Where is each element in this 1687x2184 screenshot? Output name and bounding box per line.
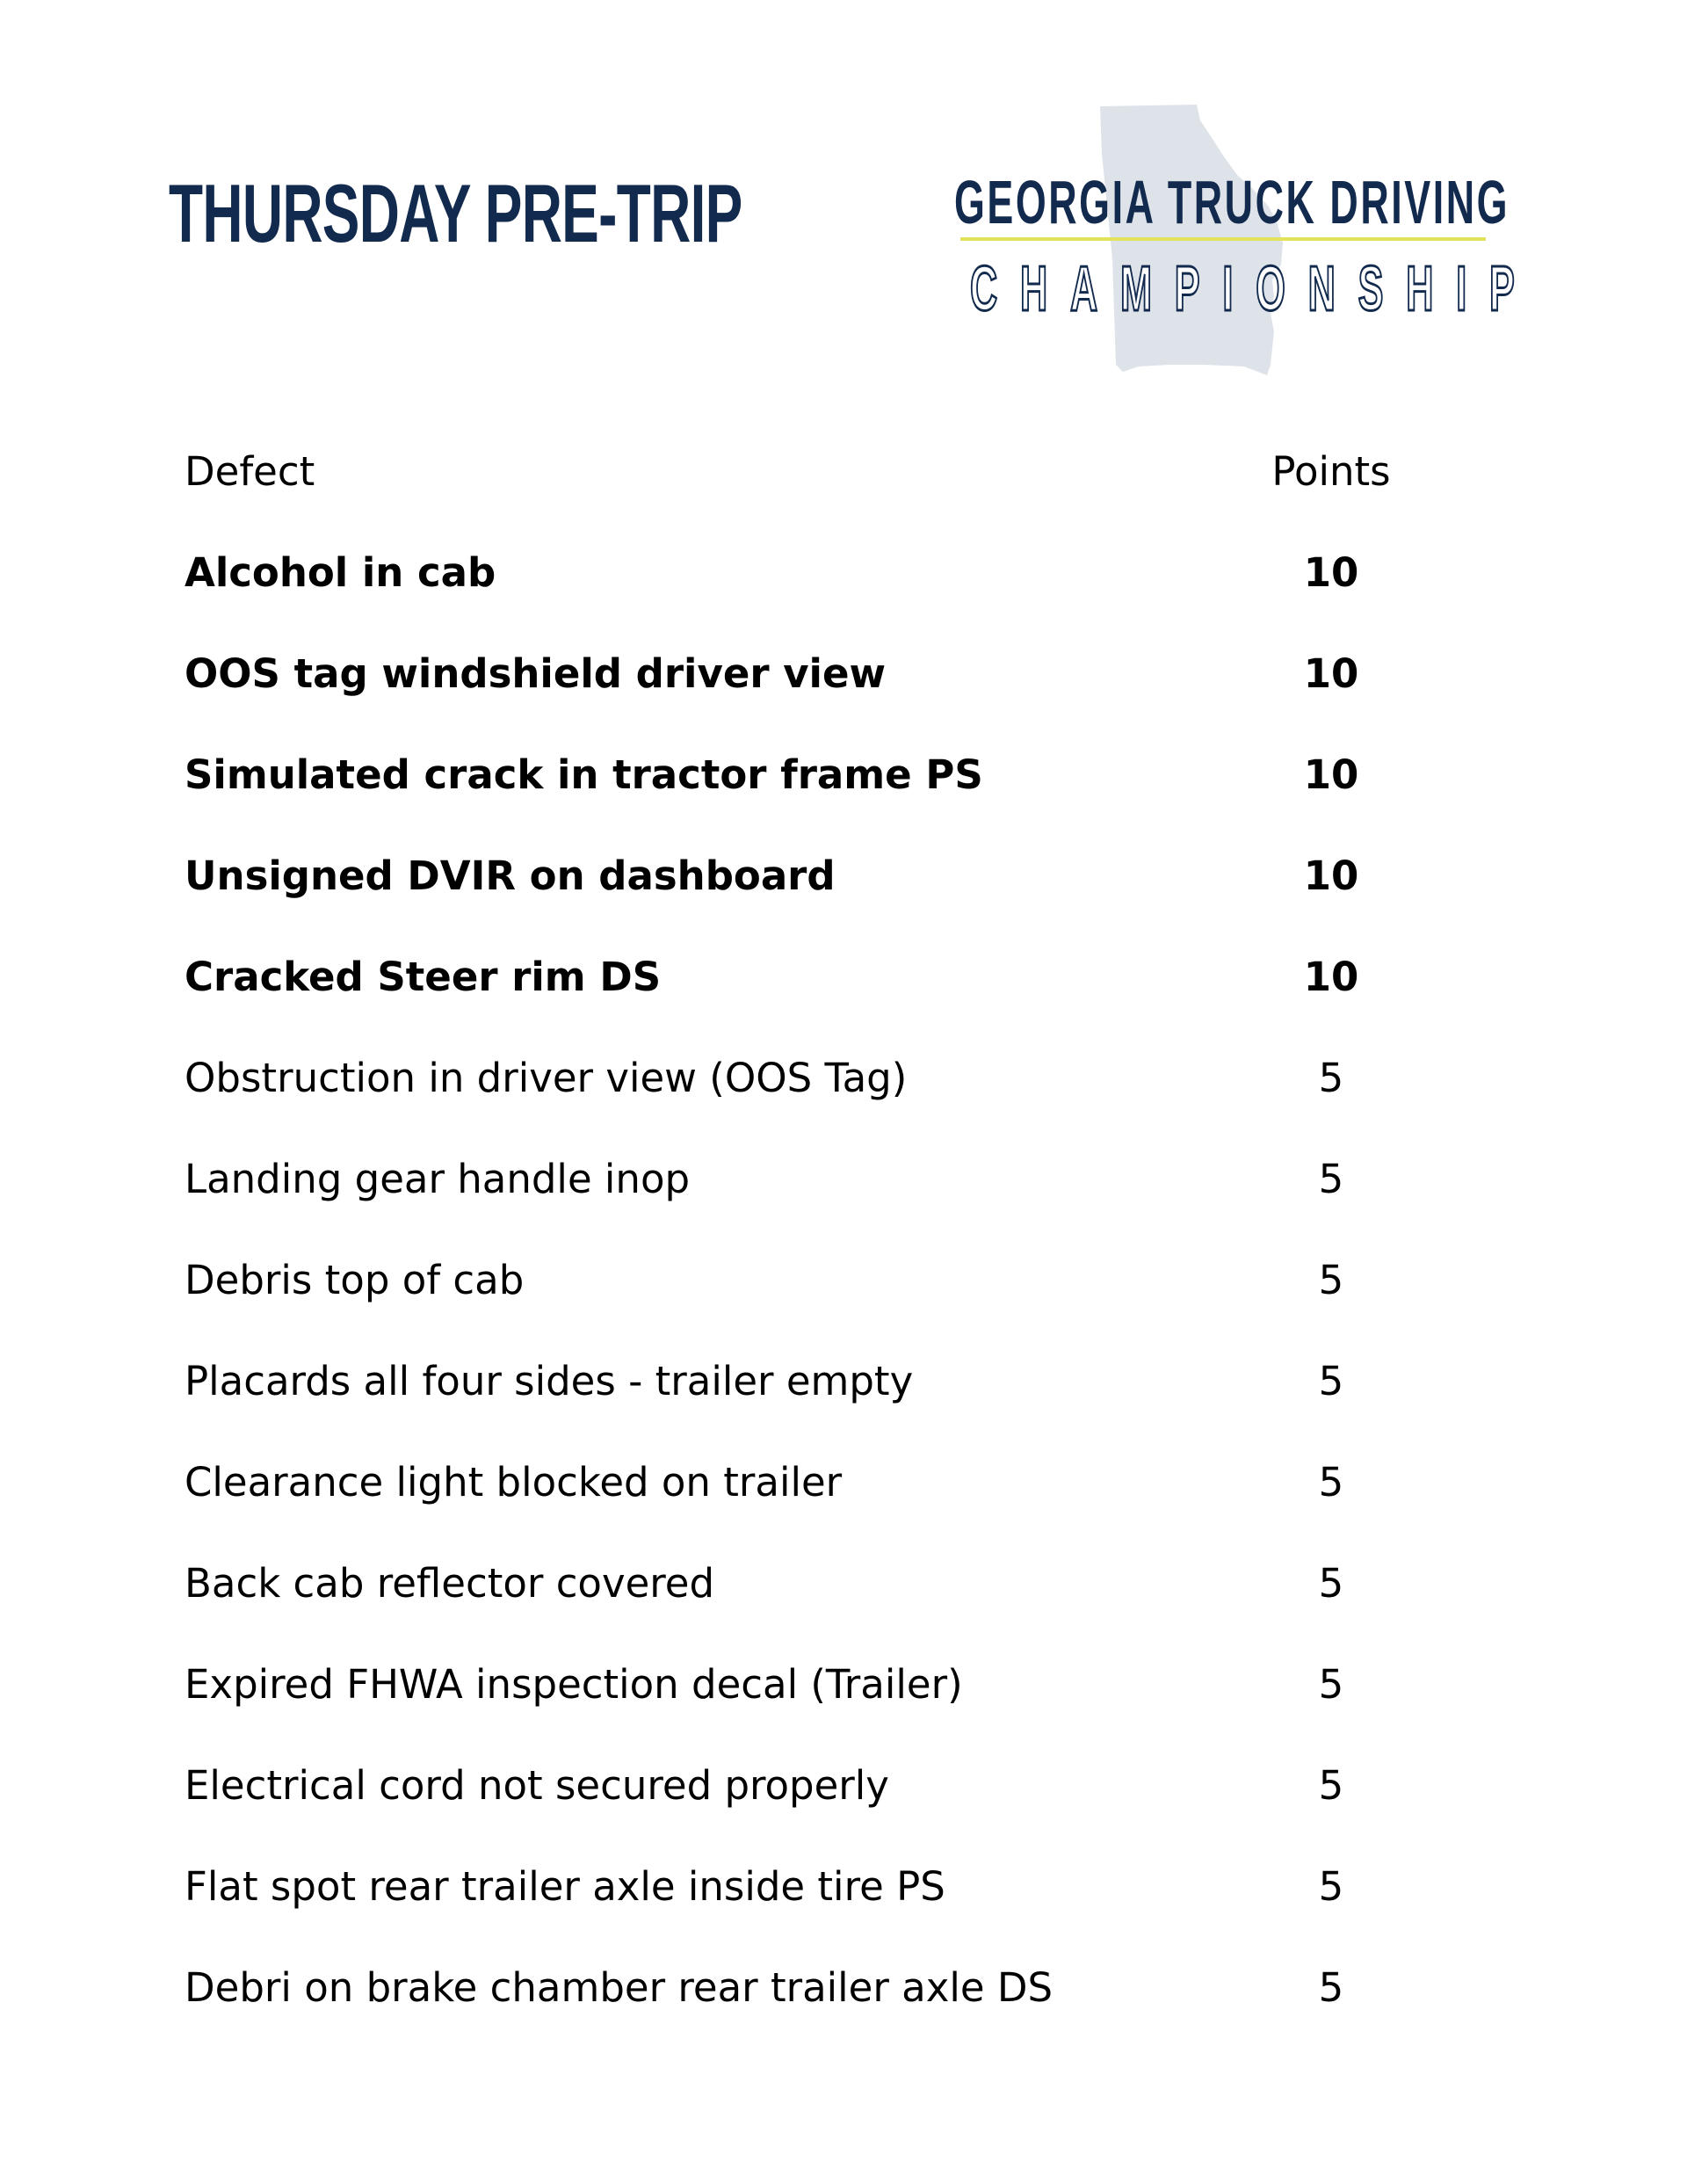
- defect-column-header: Defect: [185, 448, 315, 495]
- defect-cell: Clearance light blocked on trailer: [185, 1459, 843, 1506]
- table-row: [0, 643, 1687, 705]
- points-cell: 5: [1318, 1459, 1344, 1506]
- table-row: [0, 542, 1687, 604]
- points-cell: 5: [1318, 1257, 1344, 1303]
- points-cell: 5: [1318, 1661, 1344, 1708]
- page-title: THURSDAY PRE-TRIP: [169, 167, 742, 259]
- points-cell: 10: [1303, 751, 1359, 798]
- points-cell: 5: [1318, 1560, 1344, 1607]
- defect-cell: Placards all four sides - trailer empty: [185, 1358, 914, 1404]
- table-row: [0, 1755, 1687, 1817]
- defect-cell: OOS tag windshield driver view: [185, 650, 887, 697]
- points-cell: 5: [1318, 1863, 1344, 1910]
- points-cell: 10: [1303, 549, 1359, 596]
- defect-cell: Expired FHWA inspection decal (Trailer): [185, 1661, 963, 1708]
- points-cell: 10: [1303, 650, 1359, 697]
- points-cell: 10: [1303, 853, 1359, 899]
- points-column-header: Points: [1271, 448, 1391, 495]
- defect-cell: Alcohol in cab: [185, 549, 496, 596]
- championship-logo: [940, 101, 1538, 382]
- table-row: [0, 1149, 1687, 1210]
- points-cell: 5: [1318, 1055, 1344, 1101]
- table-row: [0, 1957, 1687, 2019]
- table-row: [0, 947, 1687, 1008]
- logo-text-secondary: CHAMPIONSHIP: [970, 254, 1538, 324]
- table-row: [0, 845, 1687, 907]
- defect-cell: Flat spot rear trailer axle inside tire PS: [185, 1863, 945, 1910]
- defect-cell: Unsigned DVIR on dashboard: [185, 853, 836, 899]
- defect-cell: Electrical cord not secured properly: [185, 1762, 889, 1809]
- table-header: [0, 441, 1687, 503]
- georgia-state-icon: [940, 101, 1538, 382]
- table-row: [0, 1048, 1687, 1109]
- points-cell: 5: [1318, 1762, 1344, 1809]
- defect-cell: Back cab reflector covered: [185, 1560, 715, 1607]
- points-cell: 10: [1303, 954, 1359, 1000]
- defect-cell: Landing gear handle inop: [185, 1156, 691, 1202]
- table-row: [0, 1250, 1687, 1311]
- defect-cell: Debri on brake chamber rear trailer axle DS: [185, 1964, 1053, 2011]
- defect-cell: Cracked Steer rim DS: [185, 954, 662, 1000]
- logo-text-primary: GEORGIA TRUCK DRIVING: [954, 168, 1510, 236]
- table-row: [0, 1452, 1687, 1513]
- defect-cell: Debris top of cab: [185, 1257, 525, 1303]
- defect-cell: Obstruction in driver view (OOS Tag): [185, 1055, 908, 1101]
- table-row: [0, 1856, 1687, 1918]
- table-row: [0, 1351, 1687, 1412]
- table-row: [0, 744, 1687, 806]
- table-row: [0, 1553, 1687, 1614]
- points-cell: 5: [1318, 1964, 1344, 2011]
- defect-cell: Simulated crack in tractor frame PS: [185, 751, 983, 798]
- points-cell: 5: [1318, 1358, 1344, 1404]
- points-cell: 5: [1318, 1156, 1344, 1202]
- table-row: [0, 1654, 1687, 1716]
